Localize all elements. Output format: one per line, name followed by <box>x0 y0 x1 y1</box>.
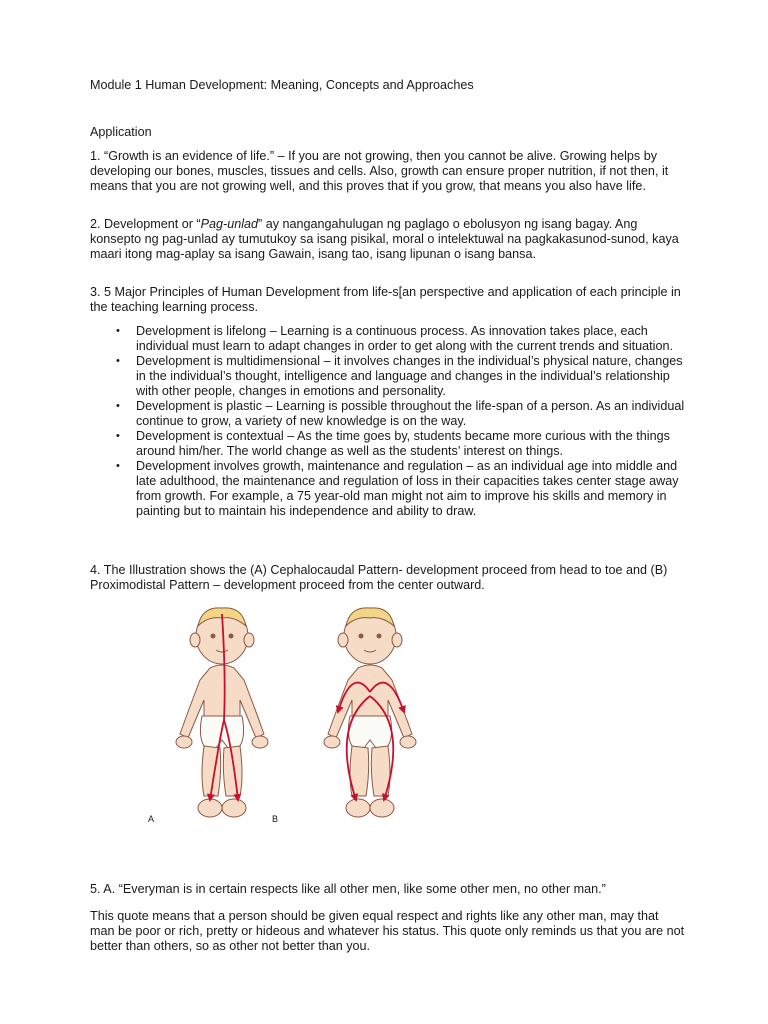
illustration-svg <box>142 596 550 828</box>
paragraph-principles-intro: 3. 5 Major Principles of Human Development from life-s[an perspective and application of each principle in the teaching learning process. <box>90 285 681 314</box>
list-item <box>90 324 686 354</box>
bullet: • <box>116 355 120 367</box>
figure-label-b: B <box>272 814 279 824</box>
list-item-text: Development is lifelong – Learning is a continuous process. As innovation takes place, each individual must learn to adapt changes in order to get along with the current trends and situation. <box>136 324 673 353</box>
p2-after: ” ay nangangahulugan ng paglago o ebolusyon ng isang bagay. Ang konsepto ng pag-unlad ay tumutukoy sa isang pisikal, moral o intelektuwal na pagkakasunod-sunod, kaya maari itong mag-aplay sa isang Gawain, isang tao, isang lipunan o isang bansa. <box>90 217 679 261</box>
bullet: • <box>116 325 120 337</box>
figure-label-a: A <box>148 814 155 824</box>
p2-italic-term: Pag-unlad <box>200 217 259 231</box>
paragraph-development <box>90 217 686 262</box>
principles-list <box>90 324 686 519</box>
baby-b-figure <box>324 608 416 817</box>
p2-before: 2. Development or “ <box>90 217 201 231</box>
document-title: Module 1 Human Development: Meaning, Concepts and Approaches <box>90 78 474 92</box>
paragraph-quote-meaning: This quote means that a person should be given equal respect and rights like any other man, may that man be poor or rich, pretty or hideous and whatever his status. This quote only reminds us that you are not better than others, so as other not better than you. <box>90 909 685 953</box>
bullet: • <box>116 460 120 472</box>
bullet: • <box>116 400 120 412</box>
list-item-text: Development is contextual – As the time goes by, students became more curious with the things around him/her. The world change as well as the students’ interest on things. <box>136 429 670 458</box>
paragraph-quote: 5. A. “Everyman is in certain respects like all other men, like some other men, no other man.” <box>90 882 606 896</box>
list-item <box>90 354 686 399</box>
list-item-text: Development involves growth, maintenance and regulation – as an individual age into middle and late adulthood, the maintenance and regulation of loss in their capacities takes center stage away from growth. For example, a 75 year-old man might not aim to improve his skills and memory in painting but to maintain his independence and ability to draw. <box>136 459 679 518</box>
list-item <box>90 429 686 459</box>
paragraph-growth: 1. “Growth is an evidence of life.” – If you are not growing, then you cannot be alive. Growing helps by developing our bones, muscles, tissues and cells. Also, growth can ensure proper nutrition, if not then, it means that you are not growing well, and this proves that if you grow, that means you also have life. <box>90 149 669 193</box>
list-item <box>90 399 686 429</box>
section-heading: Application <box>90 125 152 139</box>
list-item-text: Development is multidimensional – it involves changes in the individual’s physical nature, changes in the individual’s thought, intelligence and language and changes in the individual’s relationship with other people, changes in emotions and personality. <box>136 354 683 398</box>
baby-a-figure <box>176 608 268 817</box>
bullet: • <box>116 430 120 442</box>
list-item <box>90 459 686 519</box>
paragraph-illustration: 4. The Illustration shows the (A) Cephalocaudal Pattern- development proceed from head to toe and (B) Proximodistal Pattern – development proceed from the center outward. <box>90 563 668 592</box>
list-item-text: Development is plastic – Learning is possible throughout the life-span of a person. As an individual continue to grow, a variety of new knowledge is on the way. <box>136 399 685 428</box>
development-patterns-illustration <box>142 596 550 828</box>
